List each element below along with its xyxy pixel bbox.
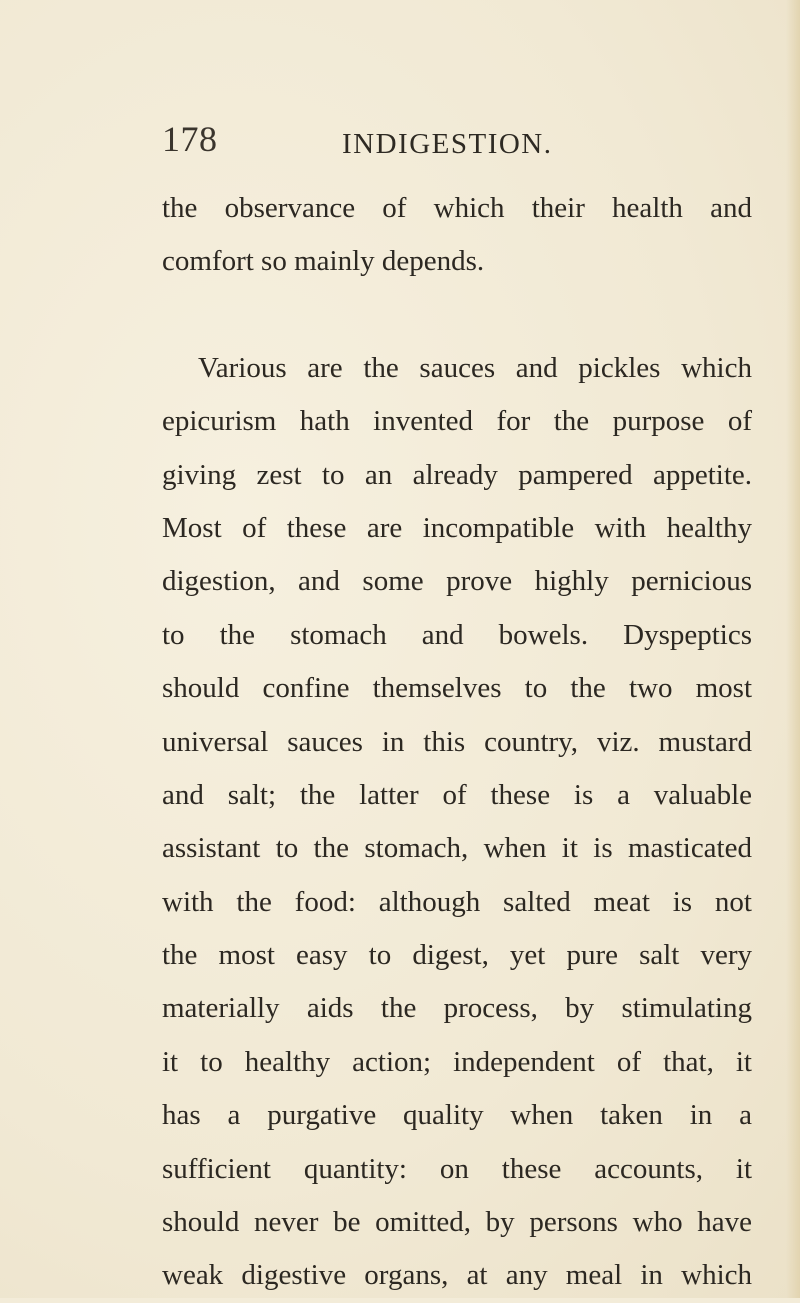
- page-edge-shadow: [786, 0, 800, 1298]
- text-line: the observance of which their health and: [162, 192, 752, 224]
- text-line: sufficient quantity: on these accounts, it: [162, 1152, 752, 1185]
- paragraph-continued: [162, 182, 752, 289]
- text-line: weak digestive organs, at any meal in which: [162, 1259, 752, 1292]
- text-line: assistant to the stomach, when it is masticated: [162, 832, 752, 865]
- text-line: materially aids the process, by stimulating: [162, 992, 752, 1025]
- text-line: and salt; the latter of these is a valuable: [162, 778, 752, 811]
- page-header: [0, 118, 800, 178]
- text-line: with the food: although salted meat is not: [162, 885, 752, 918]
- text-line: digestion, and some prove highly pernicious: [162, 565, 752, 598]
- paragraph-gap: [162, 289, 752, 342]
- text-line: has a purgative quality when taken in a: [162, 1099, 752, 1132]
- text-line: universal sauces in this country, viz. mustard: [162, 725, 752, 758]
- text-line: should confine themselves to the two most: [162, 672, 752, 705]
- text-line: it to healthy action; independent of that, it: [162, 1045, 752, 1078]
- text-line: comfort so mainly depends.: [162, 245, 485, 278]
- text-line: epicurism hath invented for the purpose of: [162, 405, 752, 438]
- text-line: to the stomach and bowels. Dyspeptics: [162, 618, 752, 651]
- body-text: [162, 182, 752, 1303]
- text-line: Various are the sauces and pickles which: [198, 351, 752, 384]
- running-head: INDIGESTION.: [342, 128, 553, 160]
- text-line: should never be omitted, by persons who have: [162, 1206, 752, 1239]
- text-line: the most easy to digest, yet pure salt very: [162, 939, 752, 972]
- text-line: giving zest to an already pampered appetite.: [162, 458, 752, 491]
- text-line: Most of these are incompatible with healthy: [162, 511, 752, 544]
- paragraph-sauces: [162, 342, 752, 1303]
- page-number: 178: [162, 119, 218, 159]
